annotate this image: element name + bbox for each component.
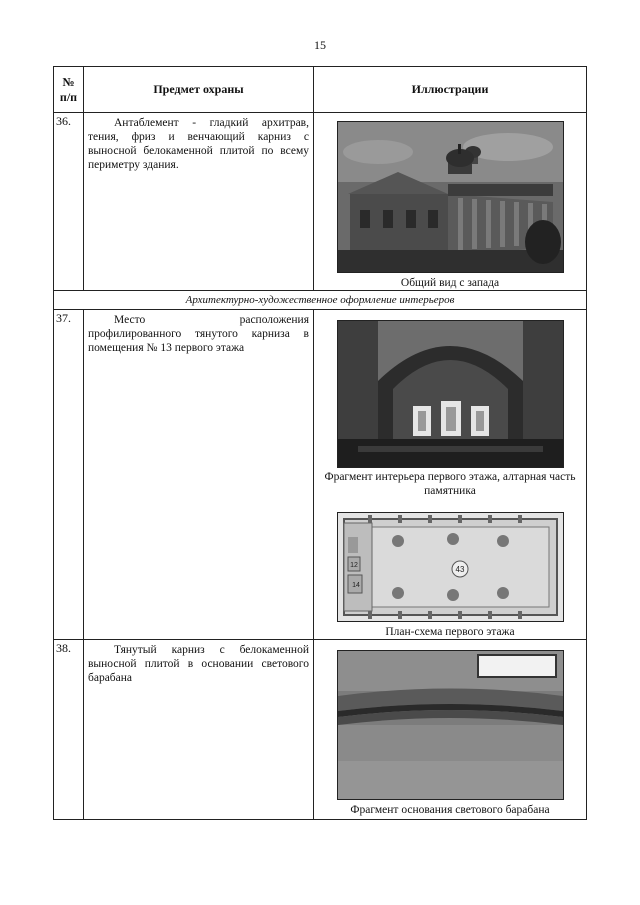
header-illustrations: Иллюстрации xyxy=(314,67,587,113)
table-row-37 xyxy=(54,310,587,640)
illustration-cell xyxy=(314,640,587,820)
protection-table xyxy=(53,66,587,820)
building-west-photo xyxy=(337,121,564,273)
plan-room-12: 12 xyxy=(349,562,358,569)
floor-plan-diagram xyxy=(337,512,564,622)
drum-base-photo xyxy=(337,650,564,800)
row-description: Тянутый карниз с белокаменной выносной плитой в основании светового барабана xyxy=(84,640,314,820)
table-row-36 xyxy=(54,113,587,291)
table-row-38 xyxy=(54,640,587,820)
caption-interior: Фрагмент интерьера первого этажа, алтарная часть памятника xyxy=(324,471,576,497)
row-number: 38. xyxy=(54,640,84,820)
interior-altar-photo xyxy=(337,320,564,468)
caption-floor-plan: План-схема первого этажа xyxy=(385,626,515,638)
illustration-cell xyxy=(314,310,587,640)
table-header xyxy=(54,67,587,113)
illustration-cell xyxy=(314,113,587,291)
section-title: Архитектурно-художественное оформление интерьеров xyxy=(54,291,587,310)
page-number: 15 xyxy=(314,38,326,52)
row-number: 37. xyxy=(54,310,84,640)
header-num: № п/п xyxy=(54,67,84,113)
plan-room-43: 43 xyxy=(455,565,464,574)
header-subject: Предмет охраны xyxy=(84,67,314,113)
row-number: 36. xyxy=(54,113,84,291)
caption-drum-base: Фрагмент основания светового барабана xyxy=(350,804,550,816)
section-row xyxy=(54,291,587,310)
row-description: Место расположения профилированного тянутого карниза в помещения № 13 первого этажа xyxy=(84,310,314,640)
plan-room-14: 14 xyxy=(351,582,360,589)
caption-west-view: Общий вид с запада xyxy=(400,277,500,289)
row-description: Антаблемент - гладкий архитрав, тения, фриз и венчающий карниз с выносной белокаменной плитой по всему периметру здания. xyxy=(84,113,314,291)
